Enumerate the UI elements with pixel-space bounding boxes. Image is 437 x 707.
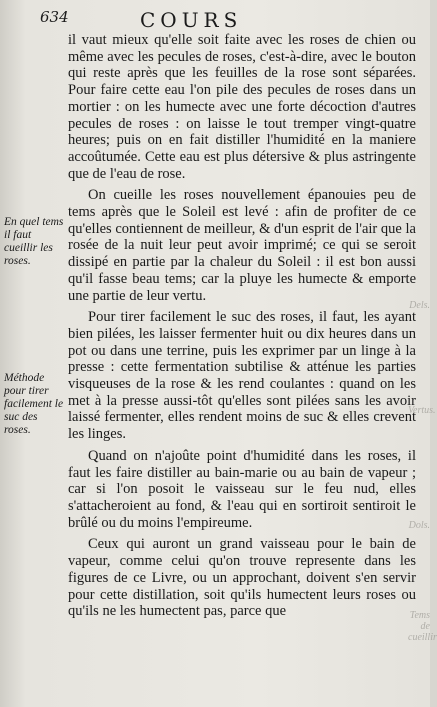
margin-note-juice-method: Méthode pour tirer facilement le suc des roses. xyxy=(4,372,64,436)
running-header xyxy=(40,8,420,32)
margin-note-harvest-time: En quel tems il faut cueillir les roses. xyxy=(4,216,64,267)
main-text xyxy=(68,32,416,625)
paragraph-5: Ceux qui auront un grand vaisseau pour le bain de vapeur, comme celui qu'on trouve represente dans les figures de ce Livre, ou un approchant, doivent s'en servir pour cette distillation, soit qu'ils humectent leurs roses ou qu'ils ne les humectent pas, parce que xyxy=(68,536,416,620)
bleed-through-text: Tems de cueillir xyxy=(408,610,437,643)
page-number: 634 xyxy=(40,8,69,26)
bleed-through-text: Dels. xyxy=(409,300,430,311)
bleed-through-text: Vertus. xyxy=(408,405,436,416)
bleed-through-text: Dols. xyxy=(408,520,430,531)
running-title: COURS xyxy=(140,8,243,32)
paragraph-4: Quand on n'ajoûte point d'humidité dans les roses, il faut les faire distiller au bain-marie ou au bain de vapeur ; car si l'on posoit le vaisseau sur le feu nud, elles s'attacheroient au fond, & l'eau qui en sortiroit sentiroit le brûlé ou du moins l'empireume. xyxy=(68,447,416,531)
paragraph-1: il vaut mieux qu'elle soit faite avec les roses de chien ou même avec les pecules de roses, c'est-à-dire, avec le bouton qui reste après que les feuilles de la rose sont séparées. Pour faire cette eau l'on pile des pecules de roses dans un mortier : on les humecte avec une forte décoction d'autres pecules de roses : on laisse le tout tremper vingt-quatre heures; puis on en fait distiller l'humidité en la maniere accoûtumée. Cette eau est plus détersive & plus astringente que de l'eau de rose. xyxy=(68,32,416,182)
paragraph-3: Pour tirer facilement le suc des roses, il faut, les ayant bien pilées, les laisser fermenter huit ou dix heures dans un pot ou dans une terrine, puis les exprimer par un linge à la presse : cette fermentation subtilise & atténue les parties visqueuses de la rose & les rend coulantes : quand on les met à la presse aussi-tôt qu'elles sont pilées sans les avoir laissé fermenter, elles rendent moins de suc & elles crevent les linges. xyxy=(68,309,416,443)
paragraph-2: On cueille les roses nouvellement épanouies peu de tems après que le Soleil est levé : afin de profiter de ce qu'elles contiennent de meilleur, & d'un esprit de l'air que la rosée de la nuit leur peut avoir imprimé; ce qui se seroit dissipé en partie par la chaleur du Soleil : il est bon aussi qu'il fasse beau tems; car la pluye les humecte & emporte une partie de leur vertu. xyxy=(68,187,416,304)
